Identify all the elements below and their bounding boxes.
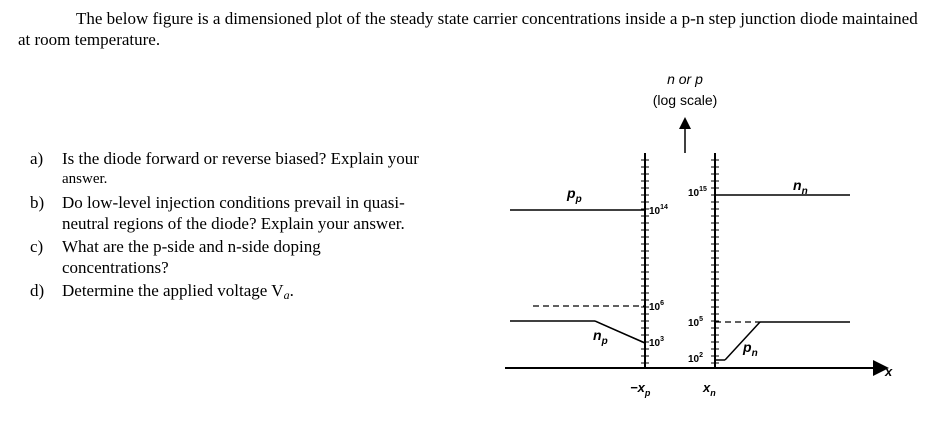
np-edge-value: $10^6$ bbox=[649, 300, 665, 313]
left-depletion-axis bbox=[641, 153, 649, 368]
np-label: $n_p$ bbox=[593, 327, 608, 347]
p-majority-value: $10^{14}$ bbox=[649, 204, 668, 217]
question-list bbox=[30, 148, 490, 308]
np-bulk-value: $10^3$ bbox=[649, 336, 665, 349]
nn-label: $n_n$ bbox=[793, 177, 808, 197]
question-d-line1: Determine the applied voltage V bbox=[62, 281, 284, 300]
carrier-concentration-figure bbox=[505, 68, 905, 408]
left-edge-label: $-x_p$ bbox=[630, 380, 651, 398]
pn-edge-value: $10^5$ bbox=[688, 316, 704, 329]
yaxis-label-line1: n or p bbox=[667, 71, 703, 87]
pn-label: $p_n$ bbox=[743, 339, 758, 359]
question-c bbox=[30, 236, 490, 278]
question-d bbox=[30, 280, 490, 306]
question-a bbox=[30, 148, 490, 190]
question-d-subscript: a bbox=[283, 288, 290, 302]
question-c-line1: What are the p-side and n-side doping bbox=[62, 237, 321, 256]
xaxis-label: x bbox=[885, 364, 893, 379]
question-a-line1: Is the diode forward or reverse biased? Explain your bbox=[62, 149, 419, 168]
problem-intro: The below figure is a dimensioned plot of the steady state carrier concentrations inside a p-n step junction diode maintained at room temperature. bbox=[18, 9, 918, 49]
question-b-line1: Do low-level injection conditions prevail in quasi- bbox=[62, 193, 405, 212]
question-b-line2: neutral regions of the diode? Explain your answer. bbox=[62, 214, 405, 233]
right-edge-label: $x_n$ bbox=[703, 380, 716, 398]
yaxis-label-line2: (log scale) bbox=[652, 92, 718, 108]
question-b bbox=[30, 192, 490, 234]
question-b-label: b) bbox=[30, 193, 45, 212]
right-depletion-axis bbox=[711, 153, 719, 368]
question-d-period: . bbox=[289, 281, 294, 300]
question-c-line2: concentrations? bbox=[62, 258, 169, 277]
question-a-line2: answer. bbox=[62, 171, 108, 187]
n-majority-value: $10^{15}$ bbox=[688, 186, 707, 199]
question-d-label: d) bbox=[30, 281, 45, 300]
question-c-label: c) bbox=[30, 237, 44, 256]
pn-bulk-value: $10^2$ bbox=[688, 352, 704, 365]
question-a-label: a) bbox=[30, 149, 44, 168]
pp-label: $p_p$ bbox=[567, 185, 582, 205]
